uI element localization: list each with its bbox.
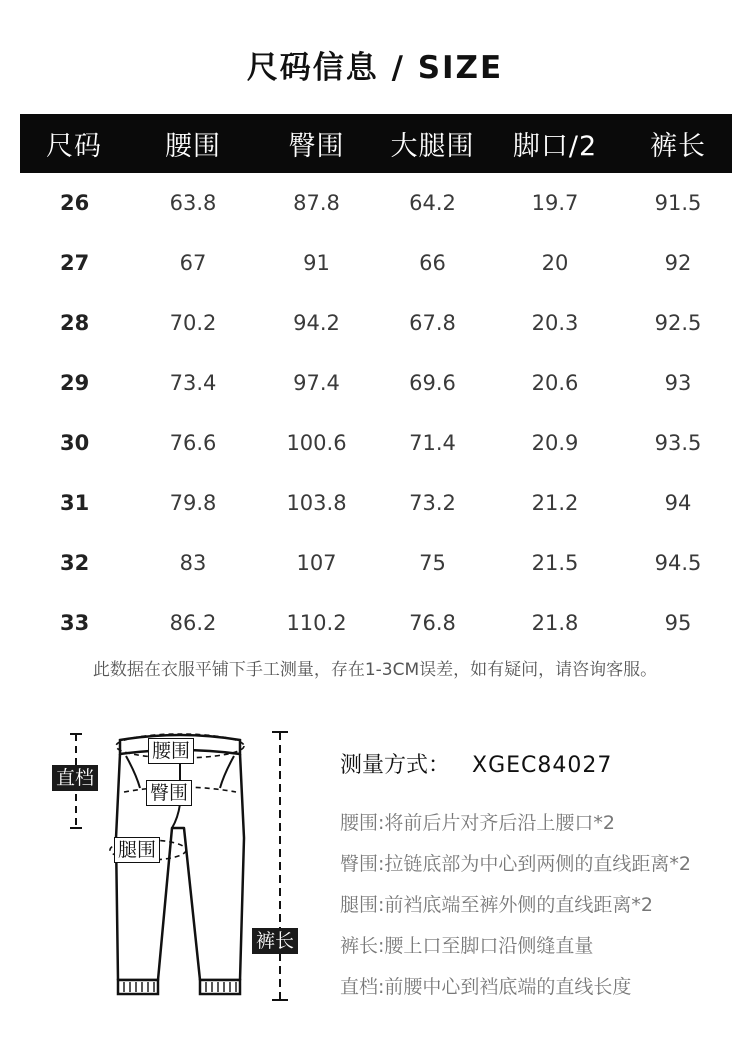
cell-length: 94 (664, 491, 692, 515)
cell-waist: 73.4 (169, 371, 217, 395)
product-code: XGEC84027 (472, 753, 613, 778)
cell-thigh: 75 (419, 551, 446, 575)
table-row (20, 473, 732, 533)
cell-waist: 76.6 (169, 431, 217, 455)
method-label: 测量方式： (340, 753, 451, 778)
header-thigh: 大腿围 (379, 114, 486, 173)
cell-length: 92.5 (654, 311, 702, 335)
cell-thigh: 76.8 (409, 611, 456, 635)
cell-leg-opening: 20.3 (531, 311, 579, 335)
cell-hip: 103.8 (286, 491, 347, 515)
table-row (20, 233, 732, 293)
cell-size: 30 (60, 431, 90, 455)
cell-thigh: 71.4 (409, 431, 456, 455)
measurement-note: 此数据在衣服平铺下手工测量，存在1-3CM误差，如有疑问，请咨询客服。 (92, 660, 658, 680)
desc-thigh: 腿围:前裆底端至裤外侧的直线距离*2 (340, 894, 653, 916)
header-hip: 臀围 (254, 114, 379, 173)
cell-thigh: 67.8 (409, 311, 456, 335)
cell-length: 93.5 (654, 431, 702, 455)
table-row (20, 533, 732, 593)
cell-hip: 94.2 (293, 311, 340, 335)
cell-waist: 70.2 (169, 311, 217, 335)
size-table (20, 114, 732, 653)
cell-thigh: 66 (419, 251, 446, 275)
cell-length: 91.5 (654, 191, 702, 215)
cell-waist: 86.2 (169, 611, 217, 635)
cell-hip: 100.6 (286, 431, 347, 455)
cell-waist: 67 (179, 251, 207, 275)
header-waist: 腰围 (132, 114, 254, 173)
cell-thigh: 64.2 (409, 191, 456, 215)
cell-thigh: 73.2 (409, 491, 456, 515)
measurement-descriptions (340, 808, 691, 1013)
waist-label: 腰围 (148, 738, 194, 764)
cell-hip: 91 (303, 251, 330, 275)
cell-size: 27 (60, 251, 90, 275)
cell-size: 33 (60, 611, 90, 635)
desc-length: 裤长:腰上口至脚口沿侧缝直量 (340, 935, 594, 957)
cell-leg-opening: 20 (541, 251, 569, 275)
cell-length: 95 (664, 611, 692, 635)
table-row (20, 353, 732, 413)
cell-length: 92 (664, 251, 692, 275)
hip-label: 臀围 (146, 780, 192, 806)
cell-hip: 107 (296, 551, 337, 575)
thigh-label: 腿围 (114, 837, 160, 863)
pants-diagram (40, 718, 330, 1018)
cell-hip: 97.4 (293, 371, 340, 395)
header-leg-opening: 脚口/2 (486, 114, 624, 173)
cell-leg-opening: 21.2 (531, 491, 579, 515)
table-header-row (20, 114, 732, 173)
cell-length: 94.5 (654, 551, 702, 575)
header-size: 尺码 (20, 114, 132, 173)
cell-hip: 87.8 (293, 191, 340, 215)
cell-size: 26 (60, 191, 90, 215)
cell-size: 28 (60, 311, 90, 335)
length-label: 裤长 (252, 928, 298, 954)
table-row (20, 173, 732, 233)
cell-size: 31 (60, 491, 90, 515)
measurement-method (340, 748, 612, 779)
cell-leg-opening: 21.8 (531, 611, 579, 635)
desc-hip: 臀围:拉链底部为中心到两侧的直线距离*2 (340, 853, 691, 875)
table-row (20, 413, 732, 473)
cell-leg-opening: 21.5 (531, 551, 579, 575)
cell-length: 93 (664, 371, 692, 395)
header-length: 裤长 (624, 114, 732, 173)
table-row (20, 593, 732, 653)
cell-size: 29 (60, 371, 90, 395)
cell-waist: 63.8 (169, 191, 217, 215)
rise-label: 直档 (52, 765, 98, 791)
cell-waist: 83 (179, 551, 207, 575)
page-title: 尺码信息 / SIZE (246, 50, 504, 86)
table-row (20, 293, 732, 353)
desc-waist: 腰围:将前后片对齐后沿上腰口*2 (340, 812, 615, 834)
cell-size: 32 (60, 551, 90, 575)
cell-leg-opening: 19.7 (531, 191, 579, 215)
cell-leg-opening: 20.9 (531, 431, 579, 455)
cell-thigh: 69.6 (409, 371, 456, 395)
desc-rise: 直档:前腰中心到裆底端的直线长度 (340, 976, 632, 998)
cell-hip: 110.2 (286, 611, 347, 635)
cell-waist: 79.8 (169, 491, 217, 515)
cell-leg-opening: 20.6 (531, 371, 579, 395)
